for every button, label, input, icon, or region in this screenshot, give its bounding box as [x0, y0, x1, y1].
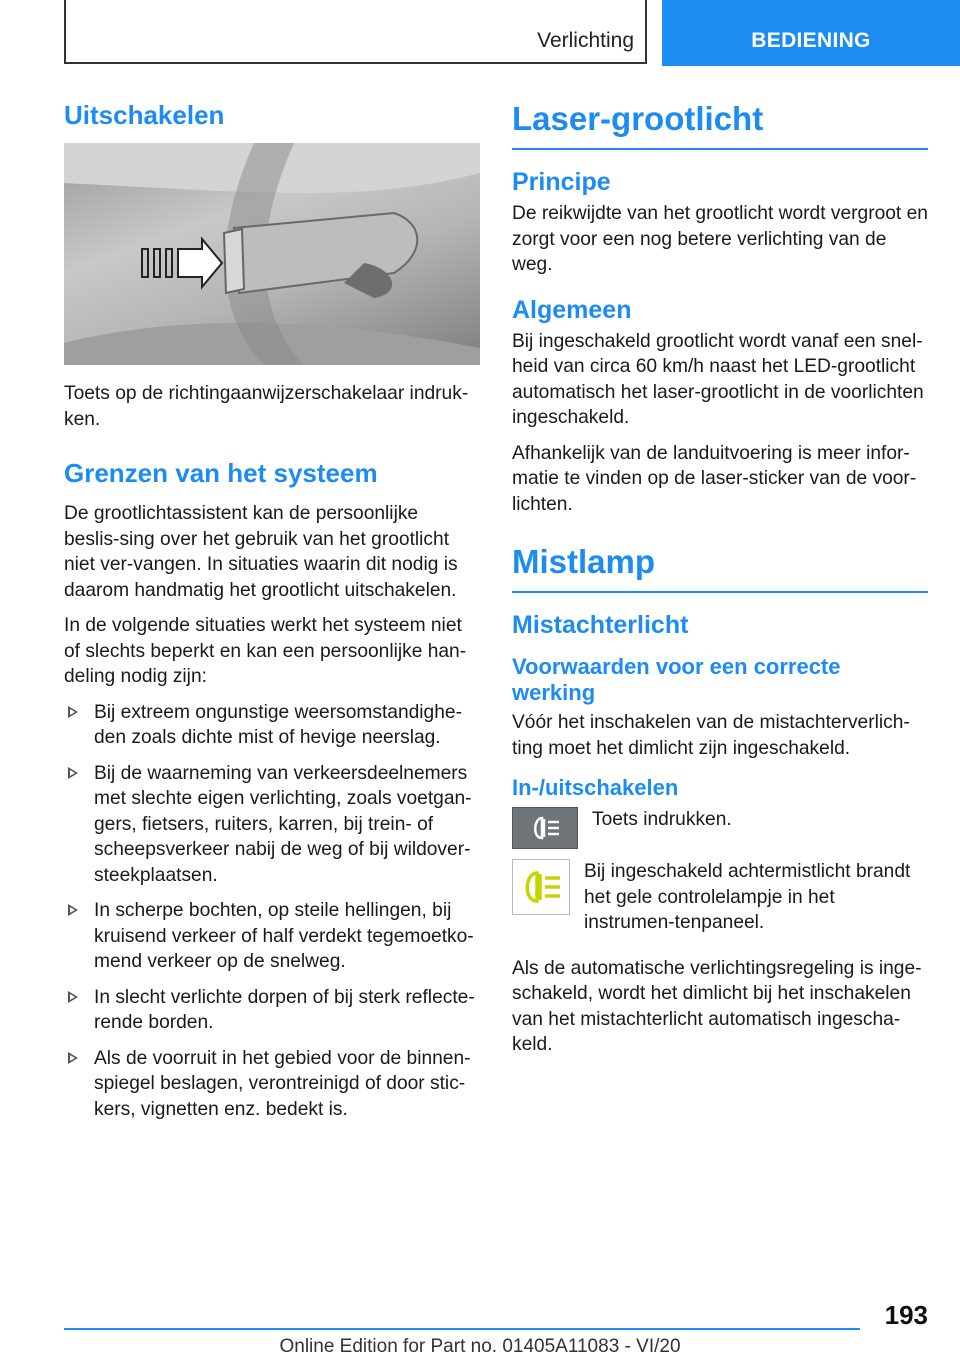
triangle-bullet-icon [68, 706, 78, 718]
rear-fog-symbol-icon [528, 815, 562, 841]
list-item: Bij extreem ongunstige weersomstandighe-den zoals dichte mist of hevige neerslag. [64, 700, 478, 751]
list-item: Als de voorruit in het gebied voor de binnen-spiegel beslagen, verontreinigd of door stic-kers, vignetten enz. bedekt is. [64, 1046, 478, 1123]
triangle-bullet-icon [68, 767, 78, 779]
paragraph-principe: De reikwijdte van het grootlicht wordt vergroot en zorgt voor een nog betere verlichting van de weg. [512, 203, 928, 275]
photo-caption: Toets op de richtingaanwijzerschakelaar indruk-ken. [64, 383, 469, 430]
stalk-photo [64, 143, 480, 365]
rear-fog-indicator-icon [512, 859, 570, 915]
paragraph-automatic: Als de automatische verlichtingsregeling is inge-schakeld, wordt het dimlicht bij het inschakelen van het mistachterlicht automatisch ingescha-keld. [512, 957, 922, 1055]
list-item: Bij de waarneming van verkeersdeelnemers met slechte eigen verlichting, zoals voetgan-gers, fietsers, ruiters, karren, bij trein- of scheepsverkeer nabij de weg of bij wildover-steekplaatsen. [64, 761, 478, 889]
header-chapter-tab[interactable]: BEDIENING [662, 0, 960, 66]
heading-mistlamp: Mistlamp [512, 543, 928, 593]
paragraph-grenzen-2: In de volgende situaties werkt het systeem niet of slechts beperkt en kan een persoonlijke han-deling nodig zijn: [64, 615, 467, 687]
header-section-title: Verlichting [537, 29, 634, 52]
right-column [512, 100, 928, 1068]
page-number: 193 [884, 1300, 928, 1330]
heading-grenzen: Grenzen van het systeem [64, 458, 378, 488]
left-column [64, 100, 478, 1132]
heading-mistachterlicht: Mistachterlicht [512, 611, 689, 639]
rear-fog-lamp-symbol-icon [519, 869, 563, 905]
list-item: In slecht verlichte dorpen of bij sterk reflecte-rende borden. [64, 985, 478, 1036]
fog-indicator-row [512, 859, 928, 946]
paragraph-algemeen-1: Bij ingeschakeld grootlicht wordt vanaf een snel-heid van circa 60 km/h naast het LED-grootlicht automatisch het laser-grootlicht in de voorlichten ingeschakeld. [512, 330, 924, 428]
triangle-bullet-icon [68, 904, 78, 916]
stalk-illustration [64, 143, 480, 365]
heading-laser-grootlicht: Laser-grootlicht [512, 100, 928, 150]
heading-uitschakelen: Uitschakelen [64, 100, 225, 130]
heading-algemeen: Algemeen [512, 295, 632, 324]
paragraph-grenzen-1: De grootlichtassistent kan de persoonlijke beslis-sing over het gebruik van het grootlicht niet ver-vangen. In situaties waarin dit nodig is daarom handmatig het grootlicht uitschakelen. [64, 503, 458, 601]
list-item: In scherpe bochten, op steile hellingen, bij kruisend verkeer of half verdekt tegemoetko-mend verkeer op de snelweg. [64, 898, 478, 975]
footer-rule [64, 1328, 860, 1330]
triangle-bullet-icon [68, 991, 78, 1003]
fog-button-text: Toets indrukken. [592, 809, 732, 830]
footer-edition: Online Edition for Part no. 01405A11083 - VI/20 [279, 1336, 681, 1357]
paragraph-algemeen-2: Afhankelijk van de landuitvoering is meer infor-matie te vinden op de laser-sticker van de voor-lichten. [512, 442, 917, 515]
fog-indicator-text: Bij ingeschakeld achtermistlicht brandt het gele controlelampje in het instrumen-tenpaneel. [584, 861, 911, 933]
paragraph-voorwaarden: Vóór het inschakelen van de mistachterverlich-ting moet het dimlicht zijn ingeschakeld. [512, 712, 910, 759]
rear-fog-button-icon[interactable] [512, 807, 578, 849]
situations-list [64, 700, 478, 1123]
fog-button-row [512, 807, 928, 849]
triangle-bullet-icon [68, 1052, 78, 1064]
heading-principe: Principe [512, 168, 611, 196]
heading-in-uitschakelen: In-/uitschakelen [512, 775, 679, 800]
heading-voorwaarden: Voorwaarden voor een correcte werking [512, 654, 841, 705]
